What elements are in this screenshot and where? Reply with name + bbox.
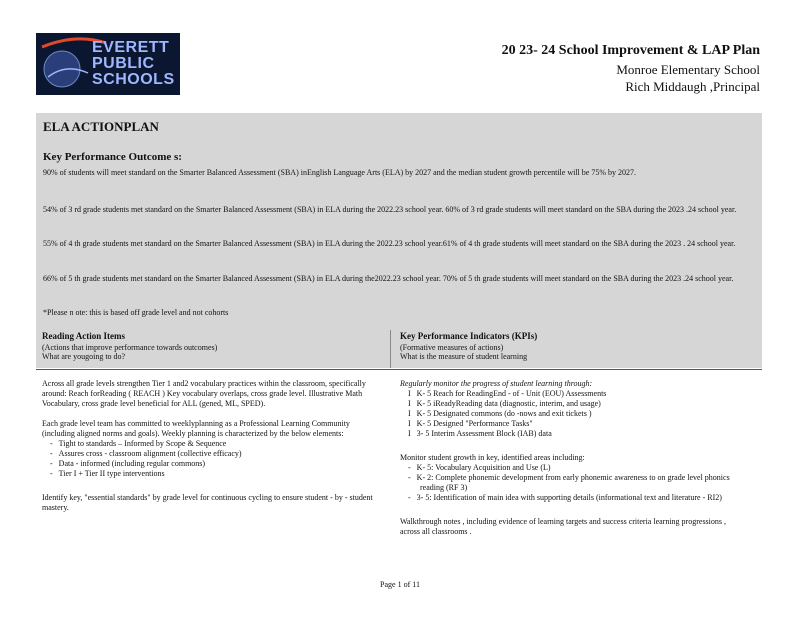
kpi-column-header (400, 332, 750, 361)
header-divider (36, 369, 762, 370)
list-item: I K- 5 Designated commons (do -nows and exit tickets ) (420, 409, 740, 419)
kpi-sub1: (Formative measures of actions) (400, 343, 504, 352)
kpi-title: Key Performance Indicators (KPIs) (400, 331, 538, 341)
logo-line-3: SCHOOLS (92, 71, 175, 88)
list-item: - K- 5: Vocabulary Acquisition and Use (L) (420, 463, 740, 473)
list-item: - 3- 5: Identification of main idea with supporting details (informational text and literature - RI2) (420, 493, 740, 503)
outcome-2: 54% of 3 rd grade students met standard on the Smarter Balanced Assessment (SBA) in ELA during the 2022.23 school year. 60% of 3 rd grade students will meet standard on the SBA during the 2023 .24 school year. (43, 205, 737, 214)
list-item: I K- 5 Designed "Performance Tasks" (420, 419, 740, 429)
actions-column (42, 379, 378, 513)
district-logo (36, 33, 180, 95)
kpi-list (400, 389, 740, 439)
action-plc: Each grade level team has committed to weeklyplanning as a Professional Learning Community (including aligned norms and goals). Weekly planning is characterized by the below elements: (42, 419, 350, 438)
kpi-column (400, 379, 740, 537)
monitor-list (400, 463, 740, 503)
page-number: Page 1 of 11 (380, 580, 420, 589)
kpi-sub2: What is the measure of student learning (400, 352, 528, 361)
column-divider (390, 330, 391, 368)
logo-line-2: PUBLIC (92, 55, 155, 72)
plan-heading: ELA ACTIONPLAN (43, 119, 159, 134)
list-item: - Tier I + Tier II type interventions (62, 469, 378, 479)
list-item: - K- 2: Complete phonemic development from early phonemic awareness to on grade level phonics reading (RF 3) (420, 473, 740, 493)
list-item: I K- 5 iReadyReading data (diagnostic, interim, and usage) (420, 399, 740, 409)
kpi-walkthrough: Walkthrough notes , including evidence of learning targets and success criteria learning progressions , across all classrooms . (400, 517, 726, 536)
principal-name: Rich Middaugh ,Principal (625, 79, 760, 94)
list-item: - Assures cross - classroom alignment (collective efficacy) (62, 449, 378, 459)
actions-sub2: What are yougoing to do? (42, 352, 126, 361)
kpi-monitor: Monitor student growth in key, identified areas including: (400, 453, 585, 462)
outcomes-panel (36, 113, 762, 368)
actions-sub1: (Actions that improve performance towards outcomes) (42, 343, 218, 352)
list-item: - Tight to standards – Informed by Scope & Sequence (62, 439, 378, 449)
actions-column-header (42, 332, 382, 361)
actions-title: Reading Action Items (42, 331, 125, 341)
school-name: Monroe Elementary School (616, 62, 760, 77)
outcome-1: 90% of students will meet standard on the Smarter Balanced Assessment (SBA) inEnglish Language Arts (ELA) by 2027 and the median student growth percentile will be 75% by 2027. (43, 168, 636, 177)
outcome-3: 55% of 4 th grade students met standard on the Smarter Balanced Assessment (SBA) in ELA during the 2022.23 school year.61% of 4 th grade students will meet standard on the SBA during the 2023 . 24 school year. (43, 239, 736, 248)
list-item: I K- 5 Reach for ReadingEnd - of - Unit (EOU) Assessments (420, 389, 740, 399)
plc-elements-list (42, 439, 378, 479)
action-essential-standards: Identify key, "essential standards" by grade level for continuous cycling to ensure student - by - student mastery. (42, 493, 373, 512)
list-item: - Data - informed (including regular commons) (62, 459, 378, 469)
list-item: I 3- 5 Interim Assessment Block (IAB) data (420, 429, 740, 439)
logo-line-1: EVERETT (92, 39, 170, 56)
kpo-heading: Key Performance Outcome s: (43, 151, 182, 163)
cohort-note: *Please n ote: this is based off grade level and not cohorts (43, 308, 229, 317)
action-vocabulary: Across all grade levels strengthen Tier 1 and2 vocabulary practices within the classroom, specifically around: Reach forReading ( REACH ) Key vocabulary overlaps, cross grade level. Illustrative Math Vocabulary, cross grade level beneficial for ALL (gened, ML, SPED). (42, 379, 366, 408)
outcome-4: 66% of 5 th grade students met standard on the Smarter Balanced Assessment (SBA) in ELA during the2022.23 school year. 70% of 5 th grade students will meet standard on the SBA during the 2023 .24 school year. (43, 274, 734, 283)
kpi-intro: Regularly monitor the progress of student learning through: (400, 379, 593, 388)
document-title: 20 23- 24 School Improvement & LAP Plan (501, 43, 760, 58)
